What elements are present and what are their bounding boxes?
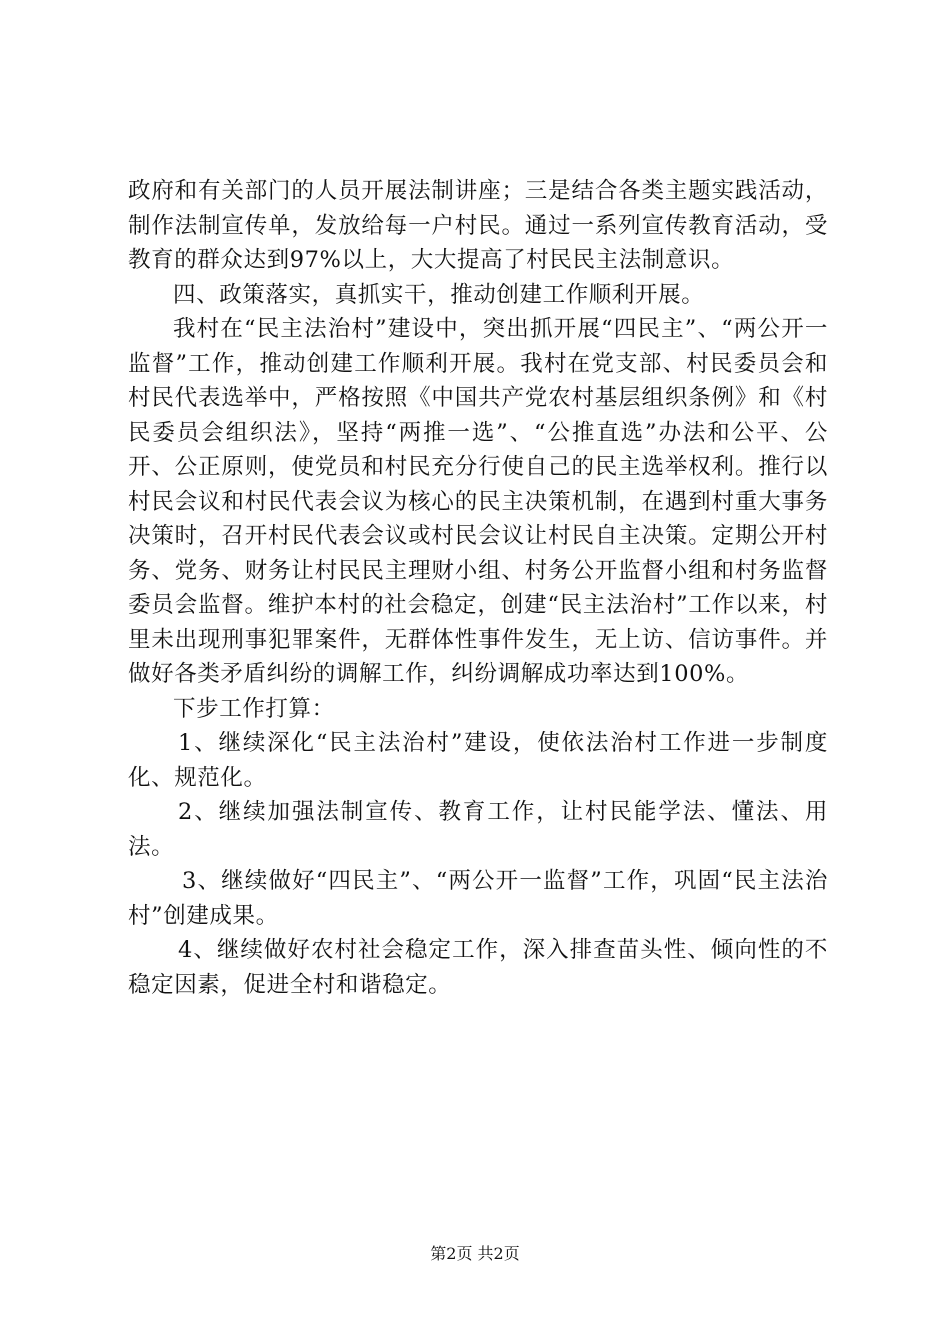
next-step-item-4: 4、继续做好农村社会稳定工作，深入排查苗头性、倾向性的不稳定因素，促进全村和谐稳定。 [128, 937, 828, 998]
next-step-item-3: 3、继续做好“四民主”、“两公开一监督”工作，巩固“民主法治村”创建成果。 [128, 868, 828, 929]
next-steps-heading: 下步工作打算： [173, 695, 335, 722]
section-heading-policy: 四、政策落实，真抓实干，推动创建工作顺利开展。 [173, 281, 705, 308]
next-step-item-2: 2、继续加强法制宣传、教育工作，让村民能学法、懂法、用法。 [128, 799, 828, 860]
paragraph-publicity-summary: 政府和有关部门的人员开展法制讲座；三是结合各类主题实践活动，制作法制宣传单，发放给每一户村民。通过一系列宣传教育活动，受教育的群众达到97%以上，大大提高了村民民主法制意识。 [128, 178, 828, 273]
document-body [128, 174, 828, 1002]
next-step-item-1: 1、继续深化“民主法治村”建设，使依法治村工作进一步制度化、规范化。 [128, 730, 828, 791]
page-number-footer: 第2页 共2页 [430, 1244, 520, 1263]
paragraph-democracy-work: 我村在“民主法治村”建设中，突出抓开展“四民主”、“两公开一监督”工作，推动创建工作顺利开展。我村在党支部、村民委员会和村民代表选举中，严格按照《中国共产党农村基层组织条例》和《村民委员会组织法》，坚持“两推一选”、“公推直选”办法和公平、公开、公正原则，使党员和村民充分行使自己的民主选举权利。推行以村民会议和村民代表会议为核心的民主决策机制，在遇到村重大事务决策时，召开村民代表会议或村民会议让村民自主决策。定期公开村务、党务、财务让村民民主理财小组、村务公开监督小组和村务监督委员会监督。维护本村的社会稳定，创建“民主法治村”工作以来，村里未出现刑事犯罪案件，无群体性事件发生，无上访、信访事件。并做好各类矛盾纠纷的调解工作，纠纷调解成功率达到100%。 [128, 316, 828, 687]
